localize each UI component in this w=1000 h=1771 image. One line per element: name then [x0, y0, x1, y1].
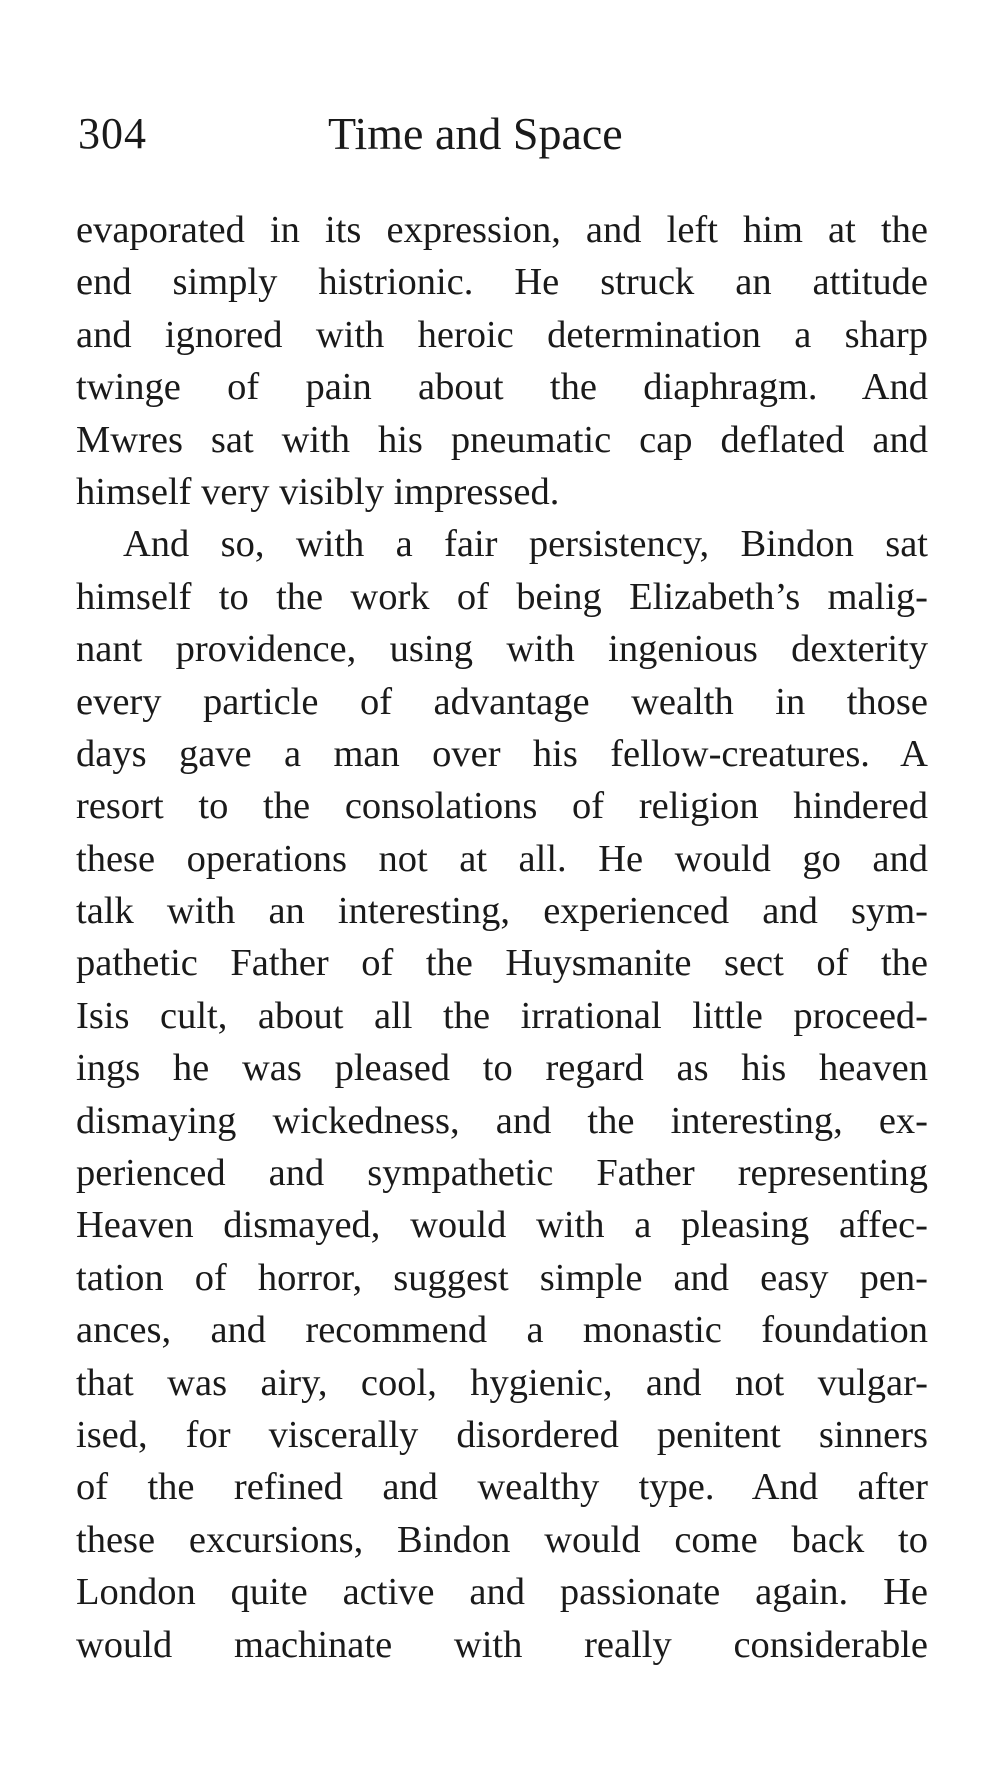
text-line: dismaying wickedness, and the interesting, ex-	[76, 1099, 928, 1142]
text-line: that was airy, cool, hygienic, and not vulgar-	[76, 1361, 928, 1404]
text-line: evaporated in its expression, and left him at the	[76, 209, 928, 251]
body-text	[76, 204, 928, 1671]
paragraph-2	[76, 518, 928, 1671]
text-line: himself to the work of being Elizabeth’s malig-	[76, 575, 928, 618]
text-line: And so, with a fair persistency, Bindon sat	[123, 523, 928, 566]
text-line: ings he was pleased to regard as his heaven	[76, 1047, 928, 1090]
text-line: Heaven dismayed, would with a pleasing affec-	[76, 1204, 928, 1247]
running-title: Time and Space	[328, 108, 623, 159]
text-line: perienced and sympathetic Father representing	[76, 1152, 928, 1195]
text-line: ised, for viscerally disordered penitent sinners	[76, 1413, 928, 1456]
text-line: resort to the consolations of religion hindered	[76, 785, 928, 828]
text-line: nant providence, using with ingenious dexterity	[76, 628, 928, 671]
text-line: tation of horror, suggest simple and easy pen-	[76, 1256, 928, 1299]
text-line: Isis cult, about all the irrational little proceed-	[76, 994, 928, 1037]
text-line: himself very visibly impressed.	[76, 470, 560, 513]
text-line: days gave a man over his fellow-creatures. A	[76, 732, 928, 775]
text-line: every particle of advantage wealth in those	[76, 680, 928, 723]
text-line: twinge of pain about the diaphragm. And	[76, 366, 928, 409]
text-line: end simply histrionic. He struck an attitude	[76, 261, 928, 304]
text-line: pathetic Father of the Huysmanite sect of the	[76, 942, 928, 985]
text-line: Mwres sat with his pneumatic cap deflated and	[76, 418, 928, 461]
paragraph-1	[76, 204, 928, 518]
text-line: talk with an interesting, experienced and sym-	[76, 890, 928, 933]
text-line: ances, and recommend a monastic foundation	[76, 1309, 928, 1352]
text-line: would machinate with really considerable	[76, 1623, 928, 1666]
text-line: these excursions, Bindon would come back to	[76, 1518, 928, 1561]
text-line: of the refined and wealthy type. And after	[76, 1466, 928, 1509]
page-header	[78, 104, 928, 164]
page-number: 304	[78, 109, 147, 158]
text-line: these operations not at all. He would go and	[76, 837, 928, 880]
text-line: London quite active and passionate again. He	[76, 1571, 928, 1614]
text-line: and ignored with heroic determination a sharp	[76, 313, 928, 356]
